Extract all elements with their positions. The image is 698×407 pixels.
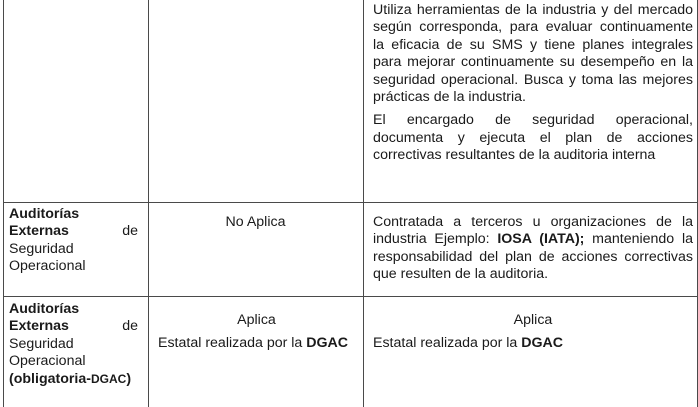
row-label-mandatory-audits xyxy=(9,301,138,388)
paragraph-tools: Utiliza herramientas de la industria y del mercado según corresponda, para evaluar continuamente la eficacia de su SMS y tiene planes integrales para mejorar continuamente su desempeño en la seguridad operacional. Busca y toma las mejores prácticas de la industria. xyxy=(373,2,693,106)
column-divider-1 xyxy=(148,0,149,407)
mandatory-audits-col3 xyxy=(373,312,693,353)
col3-text: Estatal realizada por la DGAC xyxy=(373,335,564,352)
label-mandatory: (obligatoria-DGAC) xyxy=(9,370,132,387)
col2-heading: Aplica xyxy=(237,312,276,328)
table-border-left xyxy=(3,0,4,407)
external-audits-col3: Contratada a terceros u organizaciones de la industria Ejemplo: IOSA (IATA); manteniendo la responsabilidad del plan de acciones correctivas que resulten de la auditoria. xyxy=(373,214,693,283)
label-bold: Auditorías Externas xyxy=(9,206,80,240)
row-divider-1 xyxy=(3,202,698,203)
row-label-external-audits xyxy=(9,206,138,276)
top-row-description xyxy=(373,2,693,165)
row-divider-2 xyxy=(3,296,698,297)
mandatory-audits-col2 xyxy=(158,312,355,353)
col2-text: Estatal realizada por la DGAC xyxy=(158,335,349,352)
column-divider-2 xyxy=(363,0,364,407)
external-audits-col2: No Aplica xyxy=(225,214,286,230)
label-rest: de Seguridad Operacional xyxy=(9,318,138,370)
paragraph-corrective-actions: El encargado de seguridad operacional, documenta y ejecuta el plan de acciones correctivas resultantes de la auditoria interna xyxy=(373,112,693,164)
col3-heading: Aplica xyxy=(513,312,553,328)
label-rest: de Seguridad Operacional xyxy=(9,223,138,275)
label-bold: Auditorías Externas xyxy=(9,301,80,335)
